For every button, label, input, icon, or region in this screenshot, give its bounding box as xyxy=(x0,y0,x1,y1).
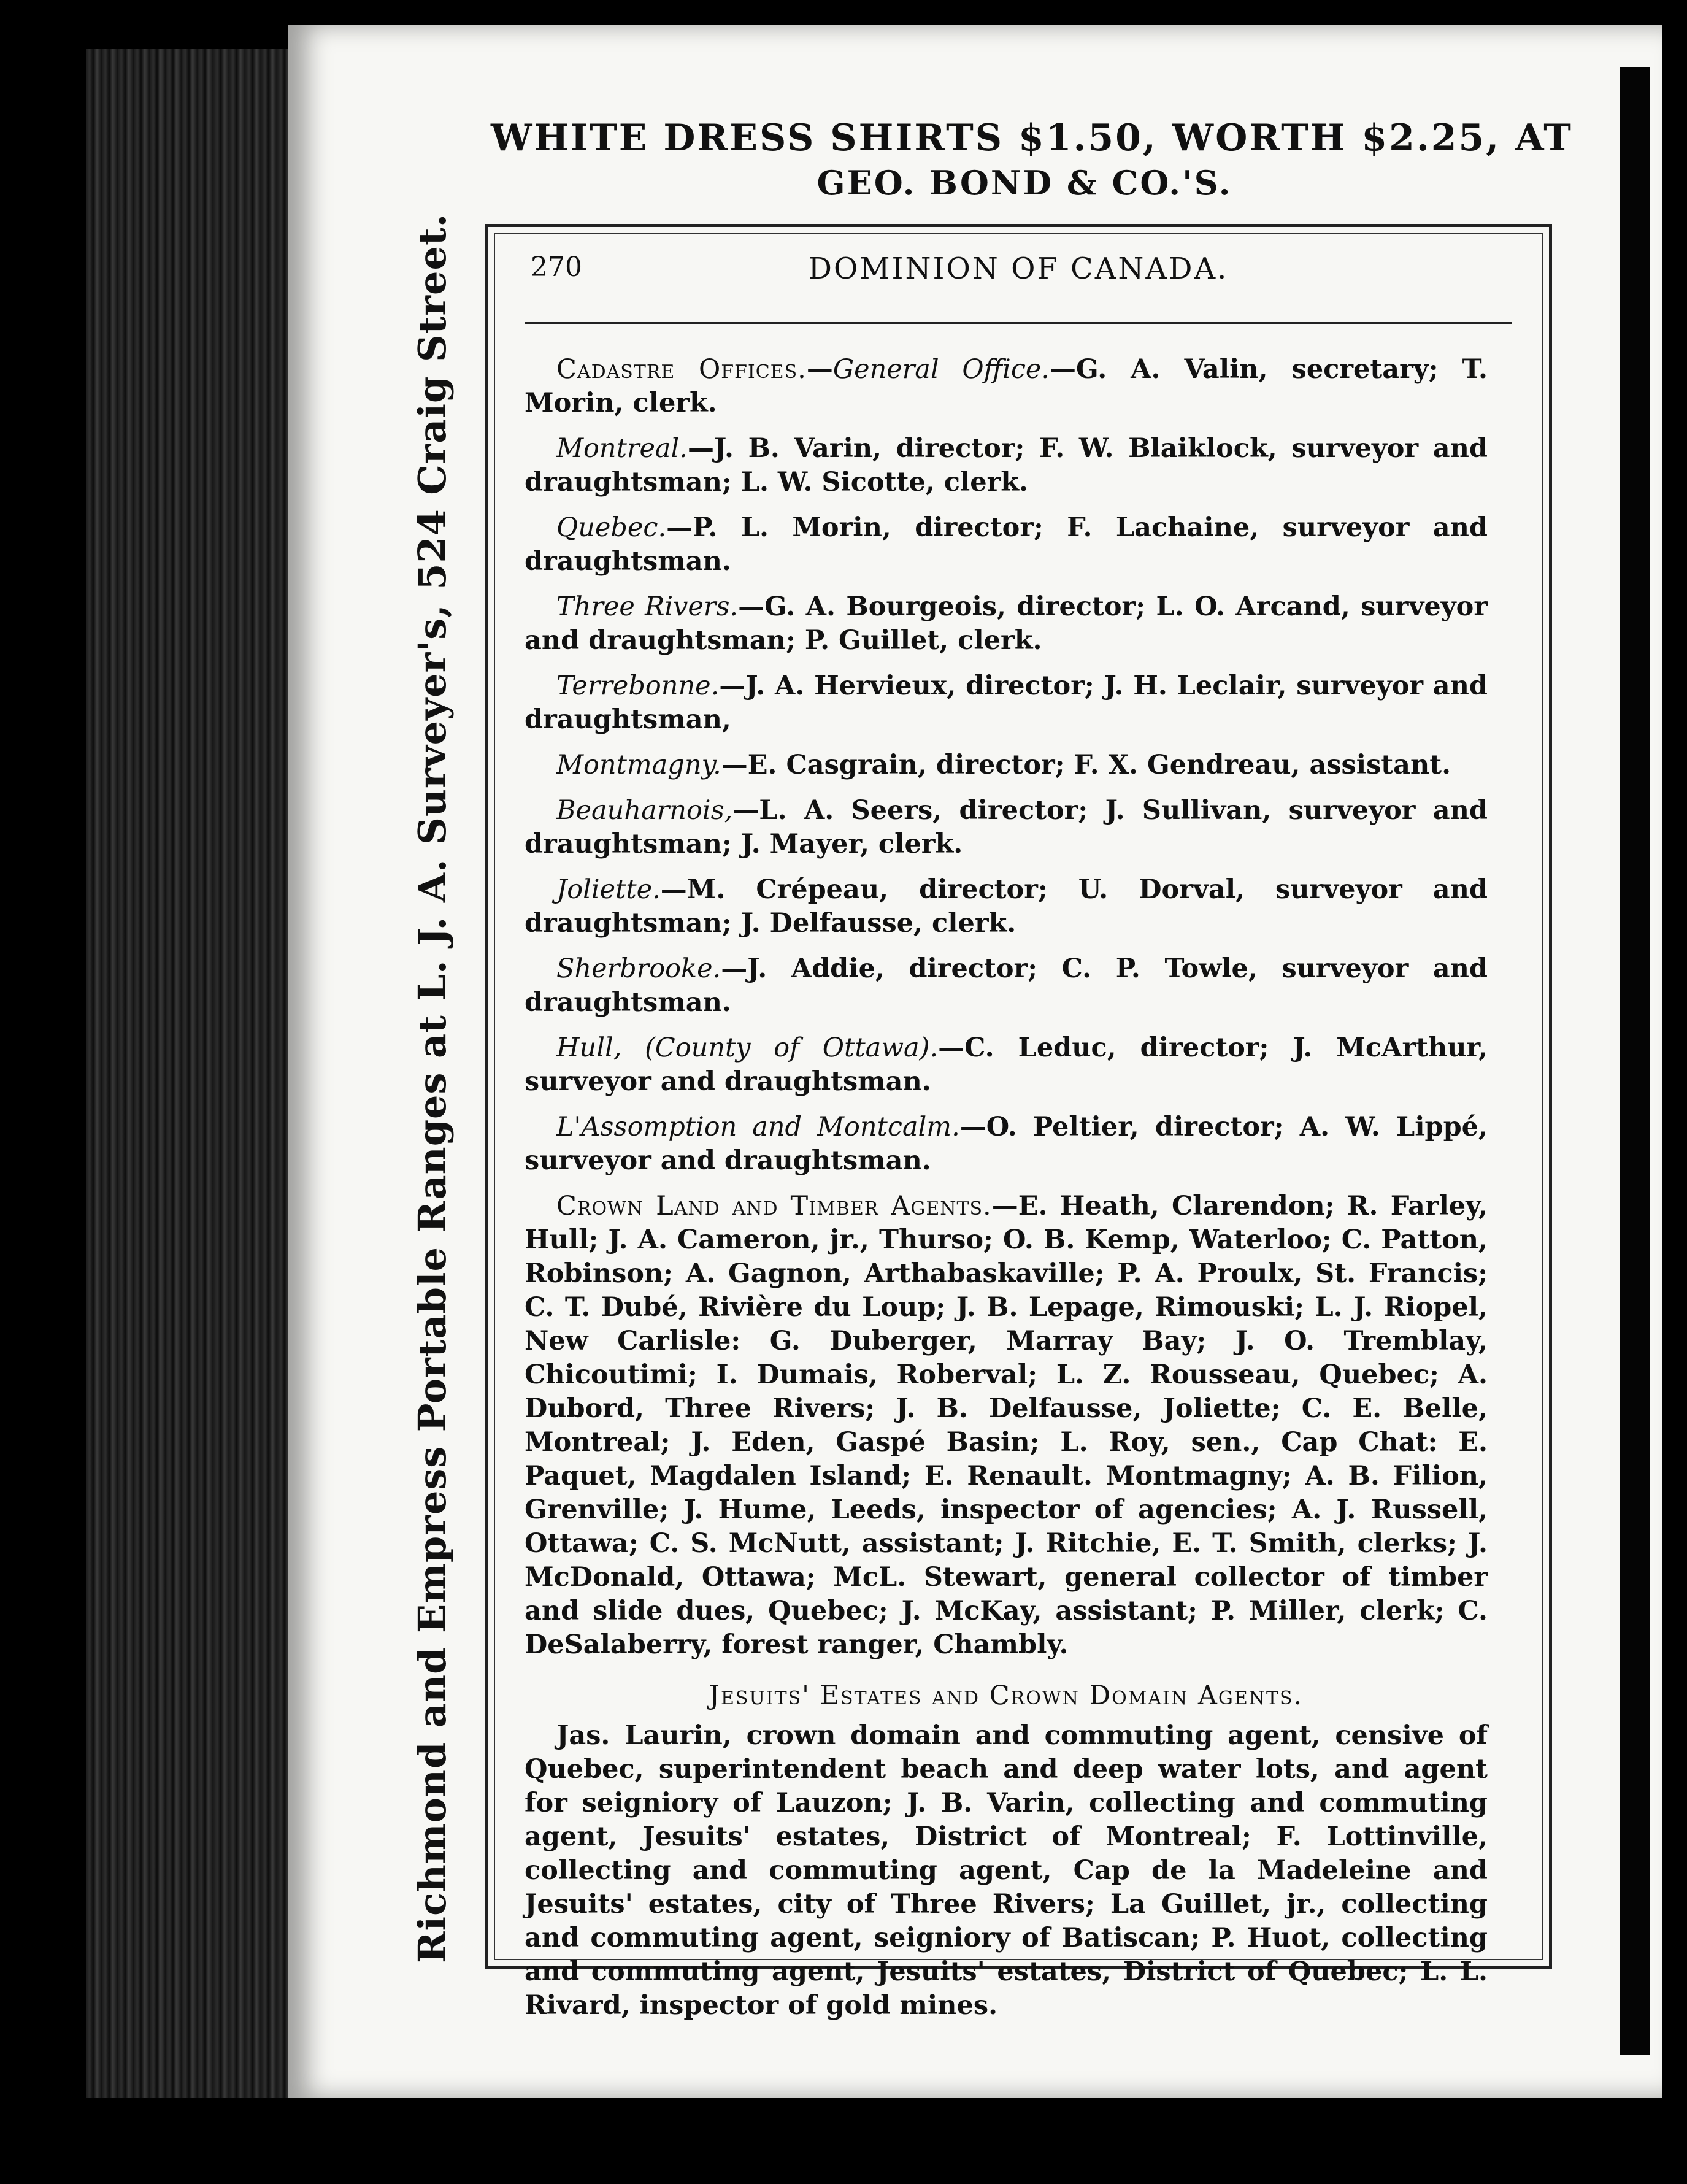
entry-terrebonne xyxy=(525,669,1488,737)
top-ad-line-2: GEO. BOND & CO.'S. xyxy=(817,163,1232,202)
entry-hull xyxy=(525,1031,1488,1099)
crown-land-lead: Crown Land and Timber Agents. xyxy=(556,1191,992,1221)
entry-text: —O. Peltier, director; A. W. Lippé, surveyor and draughtsman. xyxy=(525,1112,1488,1176)
jesuits-text: Jas. Laurin, crown domain and commuting agent, censive of Quebec, superintendent beach and deep water lots, and agent for seigniory of Lauzon; J. B. Varin, collecting and commuting agent, Jesuits' estates, District of Montreal; F. Lottinville, collecting and commuting agent, Cap de la Madeleine and Jesuits' estates, city of Three Rivers; La Guillet, jr., collecting and commuting agent, seigniory of Batiscan; P. Huot, collecting and commuting agent, Jesuits' estates, District of Quebec; L. L. Rivard, inspector of gold mines. xyxy=(525,1720,1488,2021)
entry-quebec xyxy=(525,511,1488,579)
entry-text: —E. Casgrain, director; F. X. Gendreau, assistant. xyxy=(721,750,1451,780)
page-frame xyxy=(485,224,1552,2021)
entry-crown-land xyxy=(525,1190,1488,1662)
entry-text: —J. A. Hervieux, director; J. H. Leclair, surveyor and draughtsman, xyxy=(525,671,1488,735)
entry-place: L'Assomption and Montcalm. xyxy=(556,1112,960,1142)
running-title: DOMINION OF CANADA. xyxy=(808,252,1229,286)
entry-text: —C. Leduc, director; J. McArthur, surveyor and draughtsman. xyxy=(525,1032,1488,1097)
entry-beauharnois xyxy=(525,794,1488,861)
entry-text: —L. A. Seers, director; J. Sullivan, surveyor and draughtsman; J. Mayer, clerk. xyxy=(525,795,1488,859)
crown-land-text: —E. Heath, Clarendon; R. Farley, Hull; J. A. Cameron, jr., Thurso; O. B. Kemp, Waterloo; C. Patton, Robinson; A. Gagnon, Arthabaskaville; P. A. Proulx, St. Francis; C. T. Dubé, Rivière du Loup; J. B. Lepage, Rimouski; L. J. Riopel, New Carlisle: G. Duberger, Marray Bay; J. O. Tremblay, Chicoutimi; I. Dumais, Roberval; L. Z. Rousseau, Quebec; A. Dubord, Three Rivers; J. B. Delfausse, Joliette; C. E. Belle, Montreal; J. Eden, Gaspé Basin; L. Roy, sen., Cap Chat: E. Paquet, Magdalen Island; E. Renault. Montmagny; A. B. Filion, Grenville; J. Hume, Leeds, inspector of agencies; A. J. Russell, Ottawa; C. S. McNutt, assistant; J. Ritchie, E. T. Smith, clerks; J. McDonald, Ottawa; McL. Stewart, general collector of timber and slide dues, Quebec; J. McKay, assistant; P. Miller, clerk; C. DeSalaberry, forest ranger, Chambly. xyxy=(525,1191,1488,1660)
entry-place: Sherbrooke. xyxy=(556,953,721,984)
entry-place: Quebec. xyxy=(556,512,667,543)
right-binding-shadow xyxy=(1620,67,1650,2055)
side-advertisement: Richmond and Empress Portable Ranges at L. J. A. Surveyer's, 524 Craig Street. xyxy=(410,213,455,1963)
entry-joliette xyxy=(525,873,1488,940)
entry-place: Terrebonne. xyxy=(556,671,720,701)
entry-place: General Office. xyxy=(832,354,1050,385)
running-header xyxy=(531,252,1506,294)
entry-lead: Cadastre Offices. xyxy=(556,354,807,385)
entry-place: Montreal. xyxy=(556,433,688,464)
entry-text: —G. A. Valin, secretary; T. Morin, clerk. xyxy=(525,354,1488,418)
entry-text: —J. B. Varin, director; F. W. Blaiklock, surveyor and draughtsman; L. W. Sicotte, clerk. xyxy=(525,433,1488,498)
entry-place: Three Rivers. xyxy=(556,591,739,622)
entry-place: Beauharnois, xyxy=(556,795,733,826)
entry-text: —P. L. Morin, director; F. Lachaine, surveyor and draughtsman. xyxy=(525,512,1488,577)
entry-text: —G. A. Bourgeois, director; L. O. Arcand, surveyor and draughtsman; P. Guillet, clerk. xyxy=(525,591,1488,656)
entry-sherbrooke xyxy=(525,952,1488,1020)
header-rule xyxy=(525,322,1512,324)
entry-lassomption xyxy=(525,1110,1488,1178)
entry-text: —J. Addie, director; C. P. Towle, surveyor and draughtsman. xyxy=(525,953,1488,1018)
top-ad-line-1: WHITE DRESS SHIRTS $1.50, WORTH $2.25, AT xyxy=(491,117,1573,160)
entry-montreal xyxy=(525,432,1488,499)
entry-three-rivers xyxy=(525,590,1488,658)
jesuits-heading: Jesuits' Estates and Crown Domain Agents. xyxy=(709,1680,1304,1711)
entry-place: Joliette. xyxy=(556,874,661,905)
entry-cadastre-general: Cadastre Offices.—General Office.—G. A. Valin, secretary; T. Morin, clerk. xyxy=(525,354,1488,418)
page-number: 270 xyxy=(531,252,582,283)
entry-text: —M. Crépeau, director; U. Dorval, surveyor and draughtsman; J. Delfausse, clerk. xyxy=(525,874,1488,939)
entry-montmagny xyxy=(525,748,1488,782)
page-body xyxy=(525,353,1488,2023)
top-advertisement xyxy=(491,117,1573,202)
entry-place: Montmagny. xyxy=(556,750,721,780)
entry-place: Hull, (County of Ottawa). xyxy=(556,1032,939,1063)
